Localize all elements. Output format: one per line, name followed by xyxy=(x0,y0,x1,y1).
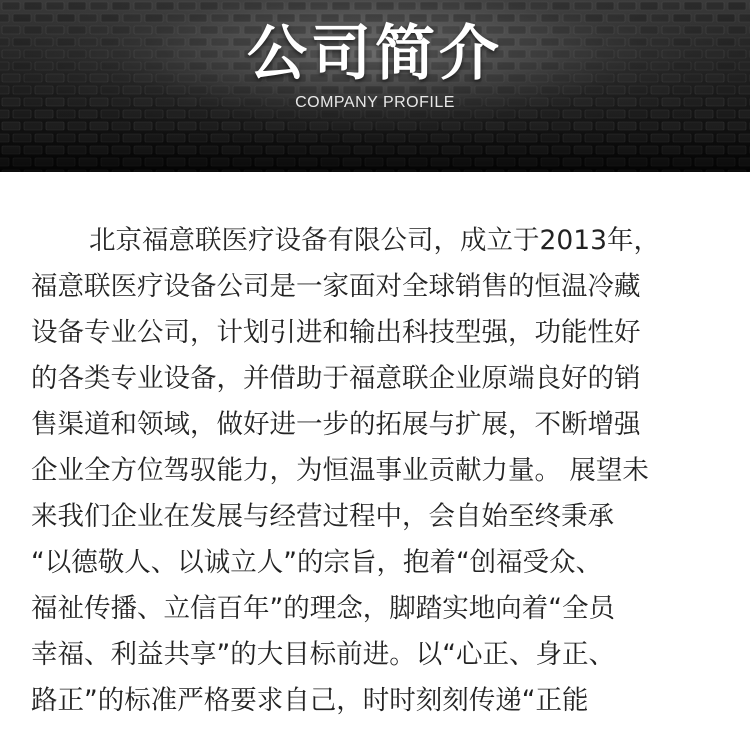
page-title: 公司简介 xyxy=(247,19,503,89)
text-line: 幸福、利益共享”的大目标前进。以“心正、身正、 xyxy=(31,639,615,670)
text-line: “以德敬人、以诚立人”的宗旨，抱着“创福受众、 xyxy=(31,547,603,578)
text-line: 的各类专业设备，并借助于福意联企业原端良好的销 xyxy=(31,363,641,394)
text-line: 企业全方位驾驭能力，为恒温事业贡献力量。 展望未 xyxy=(31,455,649,486)
text-line: 路正”的标准严格要求自己，时时刻刻传递“正能 xyxy=(31,685,589,716)
text-line: 来我们企业在发展与经营过程中，会自始至终秉承 xyxy=(31,501,614,532)
header-banner xyxy=(0,0,750,172)
text-line: 北京福意联医疗设备有限公司，成立于2013年， xyxy=(89,225,660,256)
page-subtitle: COMPANY PROFILE xyxy=(295,94,455,111)
text-line: 售渠道和领域，做好进一步的拓展与扩展，不断增强 xyxy=(31,409,641,440)
text-line: 福祉传播、立信百年”的理念，脚踏实地向着“全员 xyxy=(31,593,615,624)
company-description xyxy=(31,218,721,724)
text-line: 设备专业公司，计划引进和输出科技型强，功能性好 xyxy=(31,317,641,348)
text-line: 福意联医疗设备公司是一家面对全球销售的恒温冷藏 xyxy=(31,271,641,302)
